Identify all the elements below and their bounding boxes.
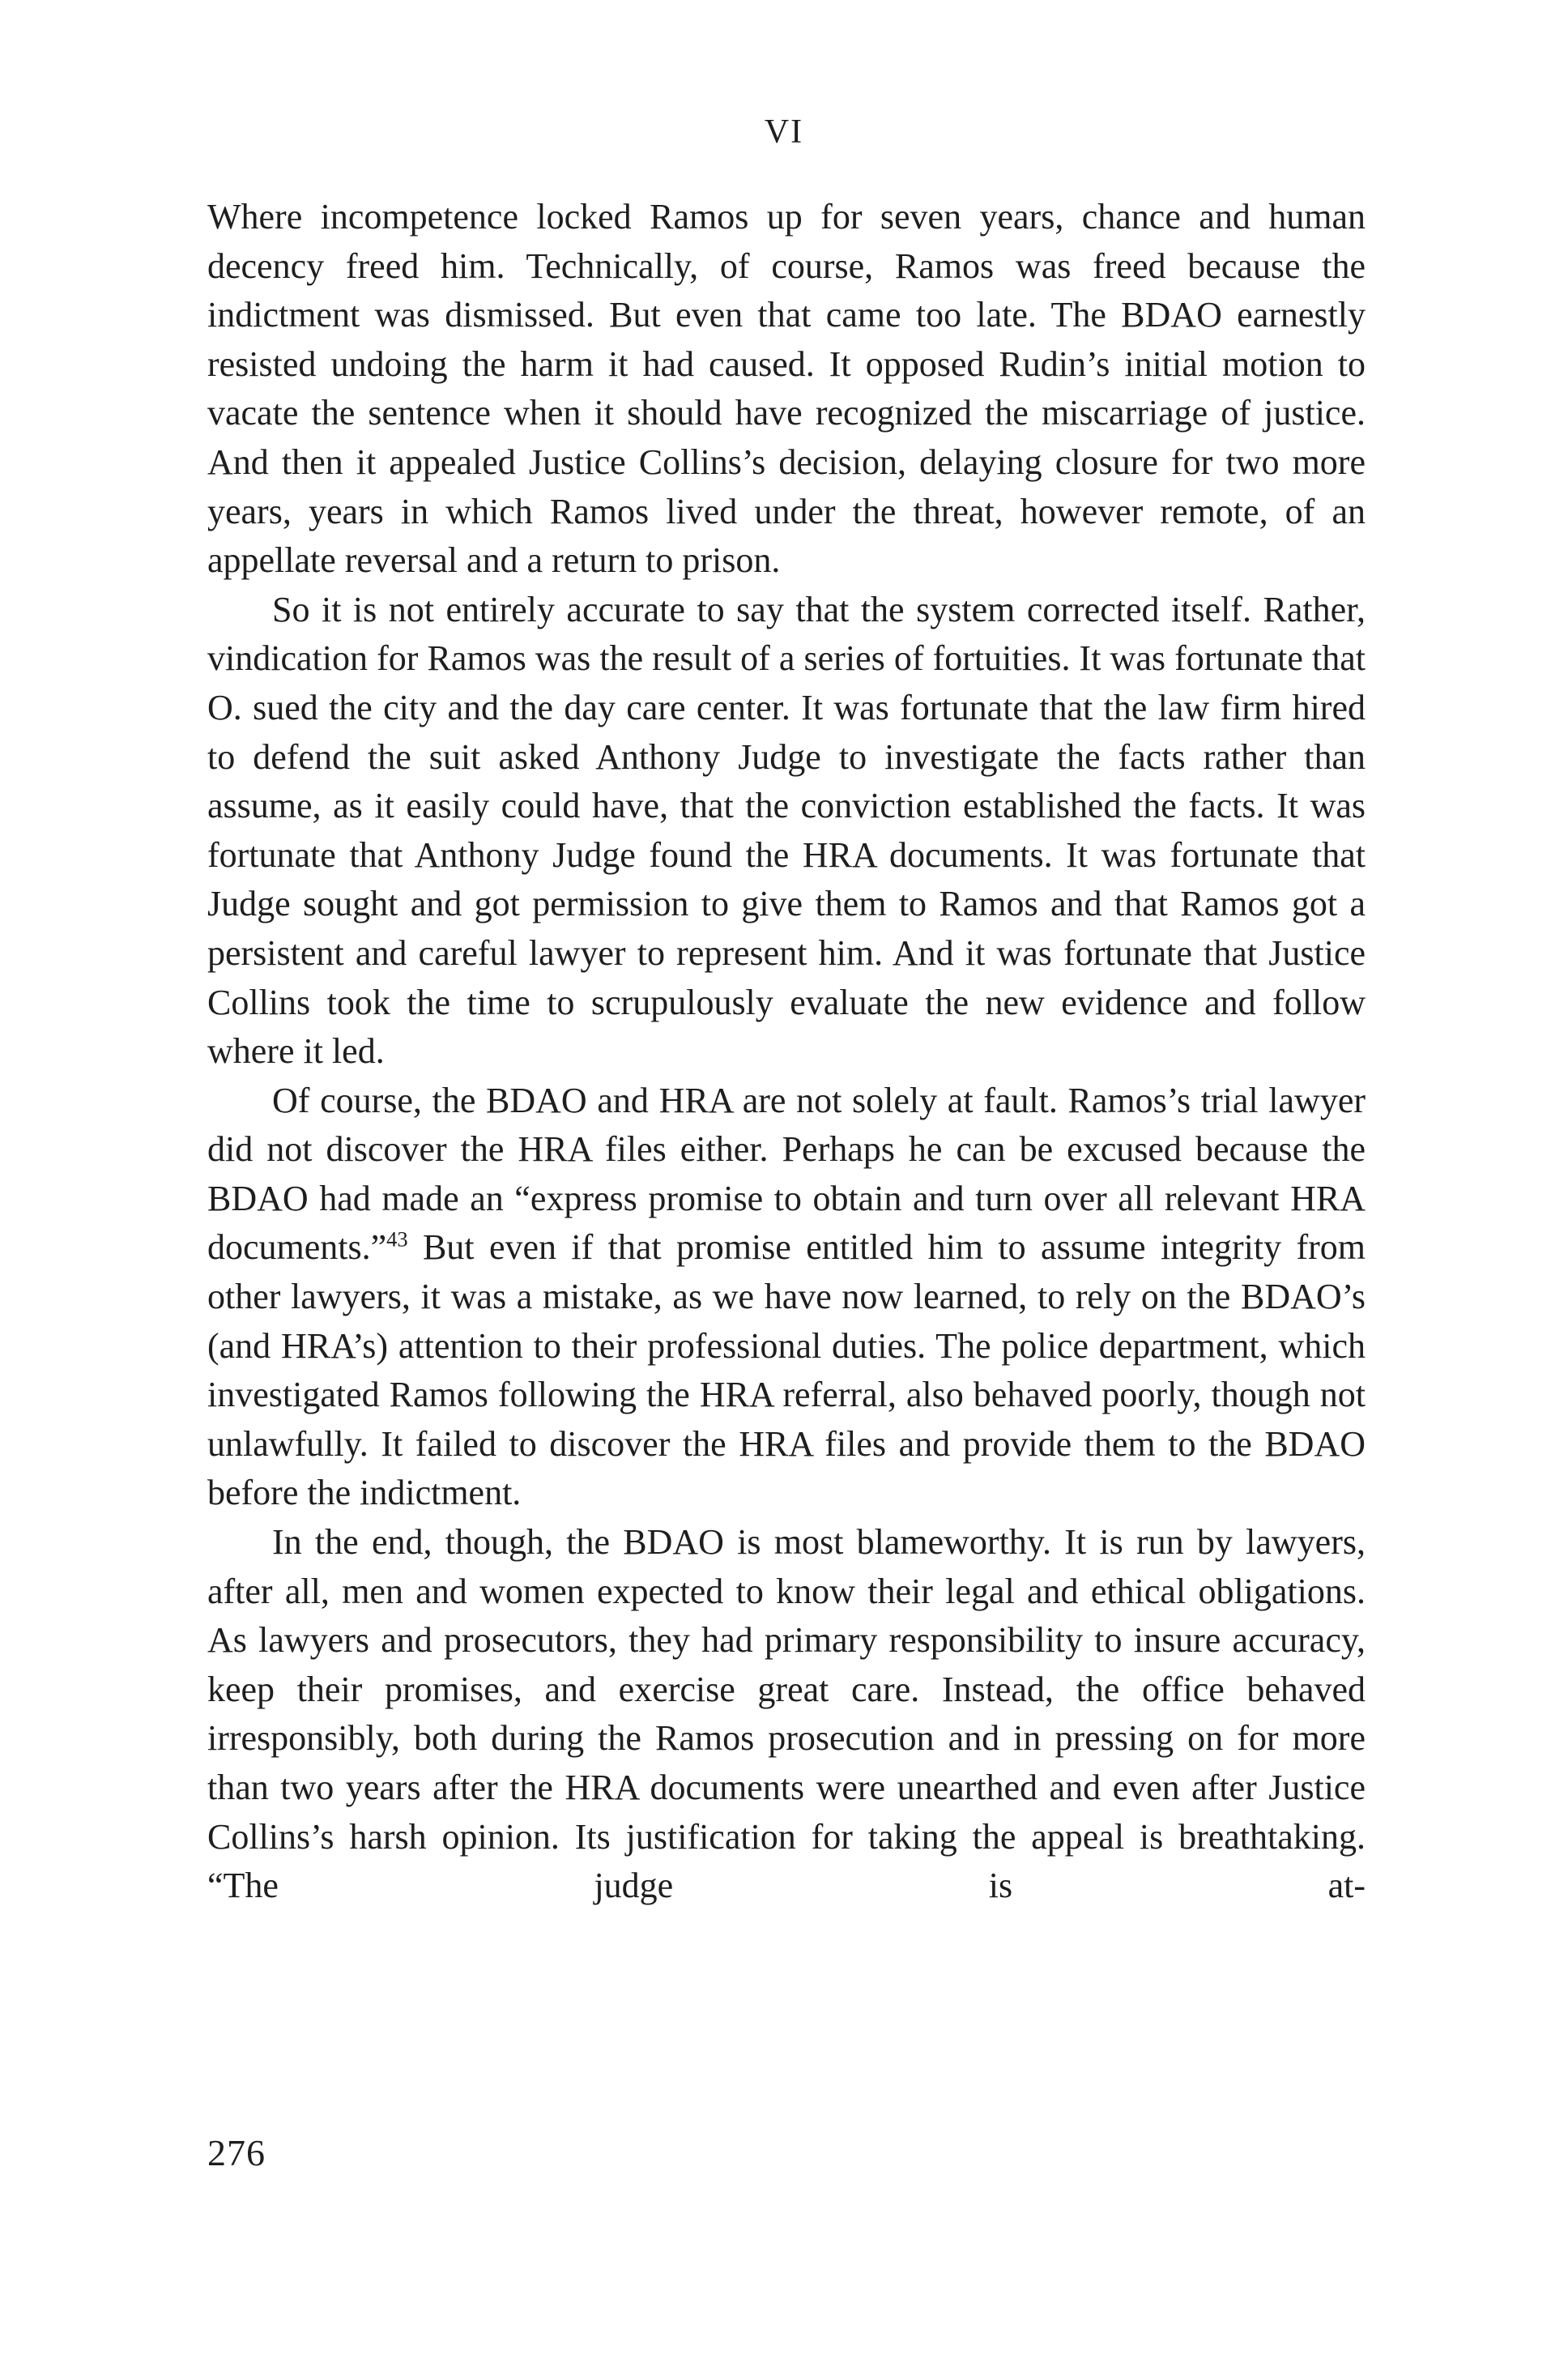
page-number: 276 [207, 2132, 266, 2173]
paragraph-text-before-note: Of course, the BDAO and HRA are not solely at fault. Ramos’s trial lawyer did not discover the HRA files either. Perhaps he can be excused because the BDAO had made an “express promise to obtain and turn over all relevant HRA documents.” [207, 1080, 1366, 1268]
paragraph [207, 1077, 1366, 1518]
section-heading: VI [764, 113, 804, 151]
paragraph: In the end, though, the BDAO is most blameworthy. It is run by lawyers, after all, men and women expected to know their legal and ethical obligations. As lawyers and prosecutors, they had primary responsibility to insure accuracy, keep their promises, and exercise great care. Instead, the office behaved irresponsibly, both during the Ramos prosecution and in pressing on for more than two years after the HRA documents were unearthed and even after Justice Collins’s harsh opinion. Its justification for taking the appeal is breathtaking. “The judge is at- [207, 1522, 1366, 1906]
paragraph: Where incompetence locked Ramos up for seven years, chance and human decency freed him. Technically, of course, Ramos was freed because the indictment was dismissed. But even that came too late. The BDAO earnestly resisted undoing the harm it had caused. It opposed Rudin’s initial motion to vacate the sentence when it should have recognized the miscarriage of justice. And then it appealed Justice Collins’s decision, delaying closure for two more years, years in which Ramos lived under the threat, however remote, of an appellate reversal and a return to prison. [207, 197, 1366, 581]
footnote-reference[interactable]: 43 [386, 1226, 408, 1252]
paragraph-text-after-note: But even if that promise entitled him to assume integrity from other lawyers, it was a mistake, as we have now learned, to rely on the BDAO’s (and HRA’s) attention to their professional duties. The police department, which investigated Ramos following the HRA referral, also behaved poorly, though not unlawfully. It failed to discover the HRA files and provide them to the BDAO before the indictment. [207, 1227, 1366, 1513]
body-text [207, 193, 1366, 1911]
paragraph: So it is not entirely accurate to say that the system corrected itself. Rather, vindication for Ramos was the result of a series of fortuities. It was fortunate that O. sued the city and the day care center. It was fortunate that the law firm hired to defend the suit asked Anthony Judge to investigate the facts rather than assume, as it easily could have, that the conviction established the facts. It was fortunate that Anthony Judge found the HRA documents. It was fortunate that Judge sought and got permission to give them to Ramos and that Ramos got a persistent and careful lawyer to represent him. And it was fortunate that Justice Collins took the time to scrupulously evaluate the new evidence and follow where it led. [207, 589, 1366, 1072]
